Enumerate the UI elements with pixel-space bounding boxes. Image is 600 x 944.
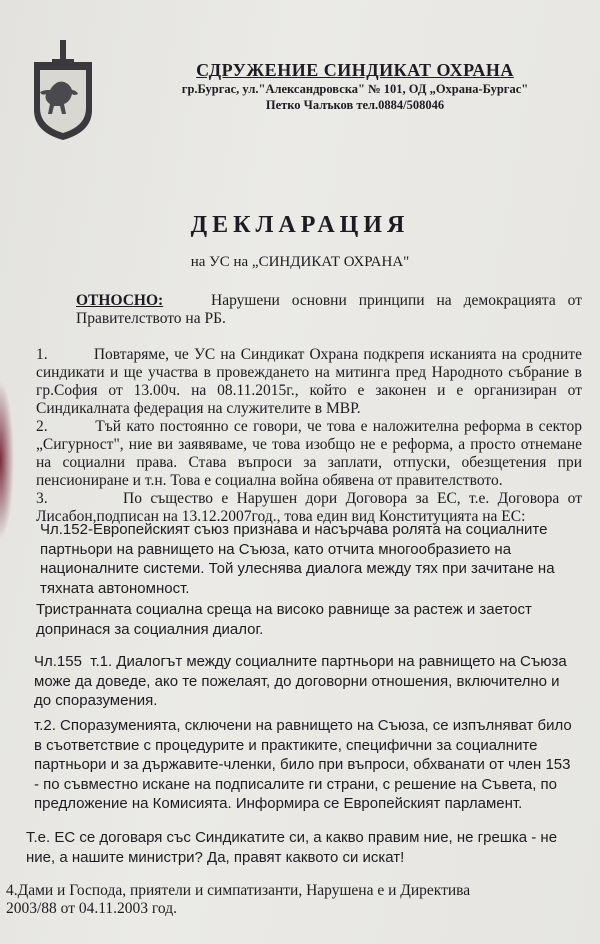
regarding-text: Нарушени основни принципи на демокрацията от <box>211 292 582 309</box>
organization-header <box>150 60 560 113</box>
quote-line: в съответствие с процедурите и практиките, специфични за социалните <box>34 736 538 754</box>
quote-tripartite <box>36 600 576 639</box>
regarding-text-2: Правителството на РБ. <box>76 310 226 327</box>
regarding-label: ОТНОСНО: <box>76 292 164 309</box>
quote-line: - по съвместно искане на подписалите ги страни, с решение на Съвета, по <box>34 775 558 793</box>
org-contact: Петко Чалъков тел.0884/508046 <box>265 98 445 112</box>
commentary-line: ние, а нашите министри? Да, правят каквото си искат! <box>26 848 405 866</box>
point-4-line: 4.Дами и Господа, приятели и симпатизанти, Нарушена е и Директива <box>6 882 471 899</box>
quote-line: националните системи. Той улеснява диалога между тях при зачитане на <box>40 560 555 577</box>
quote-article-155 <box>34 652 580 711</box>
quote-line: партньори и за държавите-членки, било при въпроси, обхванати от член 153 <box>34 756 571 773</box>
document-title: ДЕКЛАРАЦИЯ <box>190 212 410 238</box>
page-shadow <box>0 380 14 540</box>
point-4 <box>6 882 576 918</box>
point-2-line: „Сигурност", ние ви заявяваме, че това изобщо не е реформа, а просто отнемане <box>36 436 582 453</box>
quote-line: до споразумения. <box>34 692 158 709</box>
quote-line: Чл.155 т.1. Диалогът между социалните партньори на равнището на Съюза <box>34 653 567 670</box>
document-subtitle: на УС на „СИНДИКАТ ОХРАНА" <box>190 254 410 270</box>
quote-line: партньори на равнището на Съюза, като отчита многообразието на <box>40 540 512 558</box>
numbered-points <box>36 346 582 526</box>
point-1-line: гр.София от 13.00ч. на 08.11.2015г., който е законен и е организиран от <box>36 382 582 399</box>
shield-sword-emblem-icon <box>30 40 96 140</box>
quote-line: допринася за социалния диалог. <box>36 620 264 638</box>
point-2-line: пенсиониране и т.н. Това е социална война обявена от правителството. <box>36 472 503 489</box>
point-4-line: 2003/88 от 04.11.2003 год. <box>6 900 177 917</box>
quote-line: т.2. Споразуменията, сключени на равнището на Съюза, се изпълняват било <box>34 717 572 734</box>
quote-line: тяхната автономност. <box>40 579 190 597</box>
point-1-line: 1. Повтаряме, че УС на Синдикат Охрана подкрепя исканията на сродните <box>36 346 582 363</box>
regarding-section <box>76 292 582 328</box>
commentary-line: Т.е. ЕС се договаря със Синдикатите си, а какво правим ние, не грешка - не <box>26 829 558 846</box>
point-1-line: Синдикалната федерация на служителите в МВР. <box>36 400 361 417</box>
quote-line: Тристранната социална среща на високо равнище за растеж и заетост <box>36 601 532 618</box>
quote-line: може да доведе, ако те пожелаят, до договорни отношения, включително и <box>34 672 560 690</box>
quote-point-2 <box>34 716 580 814</box>
point-3-line: Лисабон,подписан на 13.12.2007год., това един вид Конституцията на ЕС: <box>36 508 526 525</box>
quote-line: предложение на Комисията. Информира се Европейският парламент. <box>34 795 523 812</box>
org-name: СДРУЖЕНИЕ СИНДИКАТ ОХРАНА <box>196 60 514 80</box>
quote-article-152 <box>40 520 580 598</box>
org-address: гр.Бургас, ул."Александровска" № 101, ОД „Охрана-Бургас" <box>181 82 529 96</box>
point-3-line: 3. По същество е Нарушен дори Договора за ЕС, т.е. Договора от <box>36 490 582 507</box>
point-2-line: на социални права. Става въпроси за заплати, отпуски, обезщетения при <box>36 454 582 471</box>
commentary <box>26 828 582 867</box>
quote-line: Чл.152-Европейският съюз признава и насърчава ролята на социалните <box>40 521 548 538</box>
point-1-line: синдикати и ще участва в провеждането на митинга пред Народното събрание в <box>36 364 582 381</box>
point-2-line: 2. Тъй като постоянно се говори, че това е наложителна реформа в сектор <box>36 418 582 435</box>
